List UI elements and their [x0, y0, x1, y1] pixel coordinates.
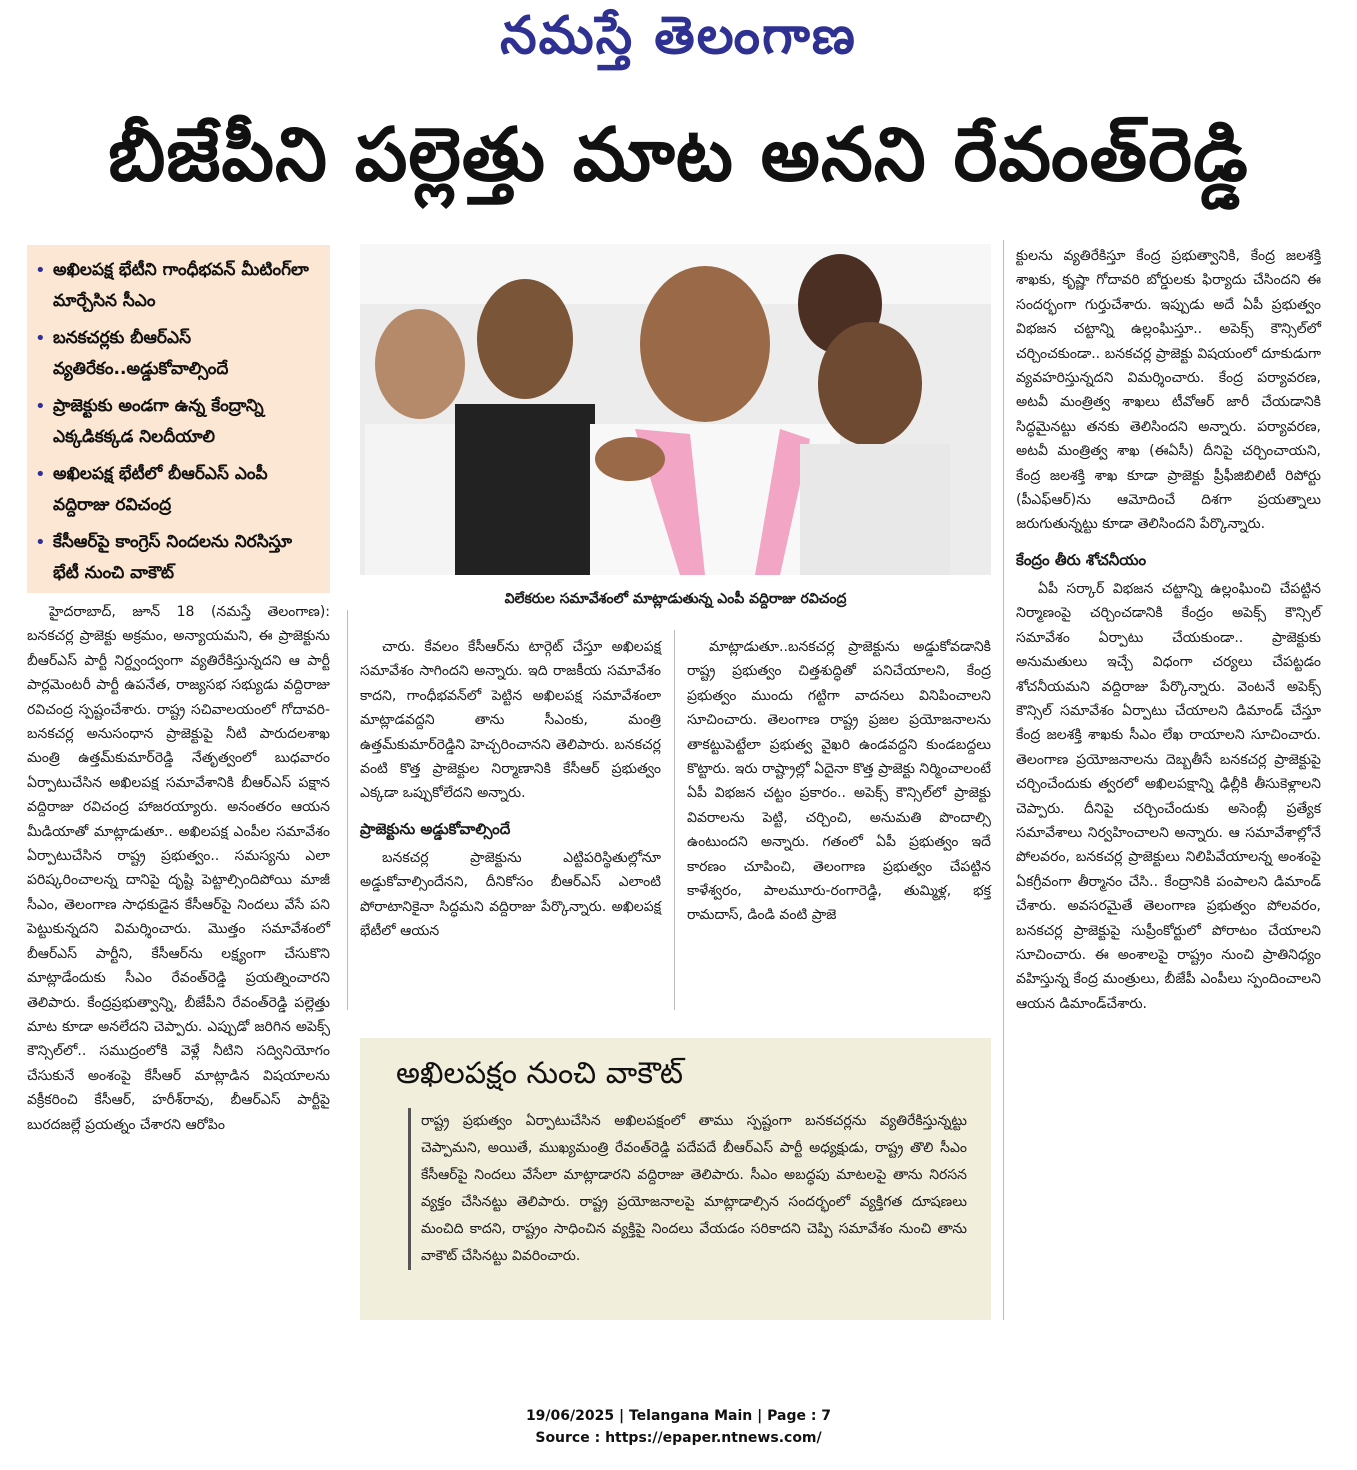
- highlights-box: [27, 245, 330, 593]
- photo-illustration: [360, 244, 991, 575]
- box-title: అఖిలపక్షం నుంచి వాకౌట్: [396, 1056, 684, 1091]
- headline: బీజేపీని పల్లెత్తు మాట అనని రేవంత్‌రెడ్డి: [108, 112, 1249, 198]
- bullet-icon: •: [35, 260, 46, 281]
- highlight-item: [35, 459, 322, 521]
- paragraph: హైదరాబాద్, జూన్ 18 (నమస్తే తెలంగాణ): బనకచర్ల ప్రాజెక్టు అక్రమం, అన్యాయమని, ఈ ప్రాజెక్టును బీఆర్ఎస్ పార్టీ నిర్ద్వంద్వంగా వ్యతిరేకిస్తున్నదని ఆ పార్టీ పార్లమెంటరీ పార్టీ ఉపనేత, రాజ్యసభ సభ్యుడు వద్దిరాజు రవిచంద్ర స్పష్టంచేశారు. రాష్ట్ర సచివాలయంలో గోదావరి-బనకచర్ల అనుసంధాన ప్రాజెక్టుపై నీటి పారుదలశాఖ మంత్రి ఉత్తమ్‌కుమార్‌రెడ్డి నేతృత్వంలో బుధవారం ఏర్పాటుచేసిన అఖిలపక్ష సమావేశానికి బీఆర్ఎస్ పక్షాన వద్దిరాజు రవిచంద్ర హాజరయ్యారు. అనంతరం ఆయన మీడియాతో మాట్లాడుతూ.. అఖిలపక్ష ఎంపీల సమావేశం ఏర్పాటుచేసిన రాష్ట్ర ప్రభుత్వం.. సమస్యను ఎలా పరిష్కరించాలన్న దానిపై దృష్టి పెట్టాల్సిందిపోయి మాజీ సీఎం, తెలంగాణ సాధకుడైన కేసీఆర్‌పై నిందలు వేసే పని పెట్టుకున్నదని విమర్శించారు. మొత్తం సమావేశంలో బీఆర్ఎస్ పార్టీని, కేసీఆర్‌ను లక్ష్యంగా చేసుకొని మాట్లాడేందుకు సీఎం రేవంత్‌రెడ్డి ప్రయత్నించారని తెలిపారు. కేంద్రప్రభుత్వాన్ని, బీజేపీని రేవంత్‌రెడ్డి పల్లెత్తు మాట కూడా అనలేదని చెప్పారు. ఎప్పుడో జరిగిన అపెక్స్ కౌన్సిల్‌లో.. సముద్రంలోకి వెళ్లే నీటిని సద్వినియోగం చేసుకునే అంశంపై కేసీఆర్ మాట్లాడిన విషయాలను వక్రీకరించి కేసీఆర్, హరీశ్‌రావు, బీఆర్ఎస్ పార్టీపై బురదజల్లే ప్రయత్నం చేశారని ఆరోపిం: [27, 604, 330, 1133]
- subheading: ప్రాజెక్టును అడ్డుకోవాల్సిందే: [360, 819, 511, 838]
- highlight-text: అఖిలపక్ష భేటీని గాంధీభవన్ మీటింగ్‌లా మార్చేసిన సీఎం: [53, 260, 309, 311]
- bullet-icon: •: [35, 328, 46, 349]
- paragraph: బనకచర్ల ప్రాజెక్టును ఎట్టిపరిస్థితుల్లోనూ అడ్డుకోవాల్సిందేనని, దీనికోసం బీఆర్ఎస్ ఎలాంటి పోరాటానికైనా సిద్ధమని వద్దిరాజు పేర్కొన్నారు. అఖిలపక్ష భేటీలో ఆయన: [360, 849, 661, 940]
- photo-caption: విలేకరుల సమావేశంలో మాట్లాడుతున్న ఎంపీ వద్దిరాజు రవిచంద్ర: [504, 591, 847, 607]
- highlight-text: బనకచర్లకు బీఆర్ఎస్ వ్యతిరేకం..అడ్డుకోవాల్సిందే: [53, 328, 229, 379]
- footer: [0, 1405, 1357, 1449]
- paragraph: చారు. కేవలం కేసీఆర్‌ను టార్గెట్ చేస్తూ అఖిలపక్ష సమావేశం సాగిందని అన్నారు. ఇది రాజకీయ సమావేశం కాదని, గాంధీభవన్‌లో పెట్టిన అఖిలపక్ష సమావేశంలా మాట్లాడవద్దని తాను సీఎంకు, మంత్రి ఉత్తమ్‌కుమార్‌రెడ్డిని హెచ్చరించానని తెలిపారు. బనకచర్ల వంటి కొత్త ప్రాజెక్టుల నిర్మాణానికి కేసీఆర్ ప్రభుత్వం ఎక్కడా ఒప్పుకోలేదని అన్నారు.: [360, 639, 661, 802]
- article-column-4: [1016, 244, 1321, 1016]
- box-body: రాష్ట్ర ప్రభుత్వం ఏర్పాటుచేసిన అఖిలపక్షంలో తాము స్పష్టంగా బనకచర్లను వ్యతిరేకిస్తున్నట్టు చెప్పామని, అయితే, ముఖ్యమంత్రి రేవంత్‌రెడ్డి పదేపదే బీఆర్ఎస్ పార్టీ అధ్యక్షుడు, రాష్ట్ర తొలి సీఎం కేసీఆర్‌పై నిందలు వేసేలా మాట్లాడారని వద్దిరాజు తెలిపారు. సీఎం అబద్ధపు మాటలపై తాను నిరసన వ్యక్తం చేసినట్టు తెలిపారు. రాష్ట్ర ప్రయోజనాలపై మాట్లాడాల్సిన సందర్భంలో వ్యక్తిగత దూషణలు మంచిది కాదని, రాష్ట్రం సాధించిన వ్యక్తిపై నిందలు వేయడం సరికాదని చెప్పి సమావేశం నుంచి తాను వాకౌట్ చేసినట్టు వివరించారు.: [408, 1108, 967, 1270]
- article-column-3: [687, 635, 991, 928]
- walkout-box: [360, 1038, 991, 1320]
- footer-source-line: Source : https://epaper.ntnews.com/: [535, 1430, 822, 1446]
- column-divider: [1003, 240, 1004, 1320]
- subheading: కేంద్రం తీరు శోచనీయం: [1016, 550, 1147, 569]
- highlight-item: [35, 527, 322, 589]
- highlight-item: [35, 255, 322, 317]
- masthead-logo: నమస్తే తెలంగాణ: [500, 5, 857, 66]
- paragraph: క్టులను వ్యతిరేకిస్తూ కేంద్ర ప్రభుత్వానికి, కేంద్ర జలశక్తి శాఖకు, కృష్ణా గోదావరి బోర్డులకు ఫిర్యాదు చేసిందని ఈ సందర్భంగా గుర్తుచేశారు. ఇప్పుడు అదే ఏపీ ప్రభుత్వం విభజన చట్టాన్ని ఉల్లంఘిస్తూ.. అపెక్స్ కౌన్సిల్‌లో చర్చించకుండా.. బనకచర్ల ప్రాజెక్టు విషయంలో దూకుడుగా వ్యవహరిస్తున్నదని విమర్శించారు. కేంద్ర పర్యావరణ, అటవీ మంత్రిత్వ శాఖలు టీవోఆర్ జారీ చేయడానికి సిద్ధమైనట్టు తనకు తెలిసిందని అన్నారు. పర్యావరణ, అటవీ మంత్రిత్వ శాఖ (ఈఏసీ) దీనిపై చర్చించాయని, కేంద్ర జలశక్తి శాఖ కూడా ప్రాజెక్టు ప్రీఫీజిబిలిటీ రిపోర్టు (పీఎఫ్ఆర్)ను ఆమోదించే దిశగా ప్రయత్నాలు జరుగుతున్నట్టు కూడా తెలిసిందని పేర్కొన్నారు.: [1016, 248, 1321, 533]
- highlight-text: అఖిలపక్ష భేటీలో బీఆర్ఎస్ ఎంపీ వద్దిరాజు రవిచంద్ర: [53, 464, 268, 515]
- paragraph: ఏపీ సర్కార్ విభజన చట్టాన్ని ఉల్లంఘించి చేపట్టిన నిర్మాణంపై చర్చించడానికి కేంద్రం అపెక్స్ కౌన్సిల్ సమావేశం ఏర్పాటు చేయకుండా.. ప్రాజెక్టుకు అనుమతులు ఇచ్చే విధంగా చర్యలు చేపట్టడం శోచనీయమని వద్దిరాజు పేర్కొన్నారు. వెంటనే అపెక్స్ కౌన్సిల్ సమావేశం ఏర్పాటు చేయాలని డిమాండ్ చేస్తూ కేంద్ర జలశక్తి శాఖకు సీఎం లేఖ రాయాలని సూచించారు. తెలంగాణ ప్రయోజనాలను దెబ్బతీసే బనకచర్ల ప్రాజెక్టుపై చర్చించేందుకు త్వరలో అఖిలపక్షాన్ని ఢిల్లీకి తీసుకెళ్లాలని చెప్పారు. దీనిపై చర్చించేందుకు అసెంబ్లీ ప్రత్యేక సమావేశాలు నిర్వహించాలని అన్నారు. ఆ సమావేశాల్లోనే పోలవరం, బనకచర్ల ప్రాజెక్టులు నిలిపివేయాలన్న అంశంపై ఏకగ్రీవంగా తీర్మానం చేసి.. కేంద్రానికి పంపాలని డిమాండ్ చేశారు. అవసరమైతే తెలంగాణ ప్రభుత్వం పోలవరం, బనకచర్ల ప్రాజెక్టుపై సుప్రీంకోర్టులో పోరాటం చేయాలని సూచించారు. ఈ అంశాలపై రాష్ట్రం నుంచి ప్రాతినిధ్యం వహిస్తున్న కేంద్ర మంత్రులు, బీజేపీ ఎంపీలు స్పందించాలని ఆయన డిమాండ్‌చేశారు.: [1016, 580, 1321, 1012]
- highlight-item: [35, 323, 322, 385]
- bullet-icon: •: [35, 532, 46, 553]
- article-column-1: [27, 600, 330, 1137]
- column-divider: [674, 630, 675, 1010]
- bullet-icon: •: [35, 396, 46, 417]
- footer-date-line: 19/06/2025 | Telangana Main | Page : 7: [525, 1408, 832, 1424]
- article-column-2: [360, 635, 661, 943]
- bullet-icon: •: [35, 464, 46, 485]
- news-photo: [360, 244, 991, 575]
- column-divider: [347, 610, 348, 1010]
- highlight-item: [35, 391, 322, 453]
- highlight-text: ప్రాజెక్టుకు అండగా ఉన్న కేంద్రాన్ని ఎక్కడికక్కడ నిలదీయాలి: [53, 396, 264, 447]
- highlight-text: కేసీఆర్‌పై కాంగ్రెస్ నిందలను నిరసిస్తూ భేటీ నుంచి వాకౌట్: [53, 532, 292, 583]
- paragraph: మాట్లాడుతూ..బనకచర్ల ప్రాజెక్టును అడ్డుకోవడానికి రాష్ట్ర ప్రభుత్వం చిత్తశుద్ధితో పనిచేయాలని, కేంద్ర ప్రభుత్వం ముందు గట్టిగా వాదనలు వినిపించాలని సూచించారు. తెలంగాణ రాష్ట్ర ప్రజల ప్రయోజనాలను తాకట్టుపెట్టేలా ప్రభుత్వ వైఖరి ఉండవద్దని కుండబద్దలు కొట్టారు. ఇరు రాష్ట్రాల్లో ఏదైనా కొత్త ప్రాజెక్టు నిర్మించాలంటే ఏపీ విభజన చట్టం ప్రకారం.. అపెక్స్ కౌన్సిల్‌లో ప్రాజెక్టు వివరాలను పెట్టి, చర్చించి, అనుమతి పొందాల్సి ఉంటుందని అన్నారు. గతంలో ఏపీ ప్రభుత్వం ఇదే కారణం చూపించి, తెలంగాణ ప్రభుత్వం చేపట్టిన కాళేశ్వరం, పాలమూరు-రంగారెడ్డి, తుమ్మిళ్ల, భక్త రామదాస్, డిండి వంటి ప్రాజె: [687, 639, 991, 924]
